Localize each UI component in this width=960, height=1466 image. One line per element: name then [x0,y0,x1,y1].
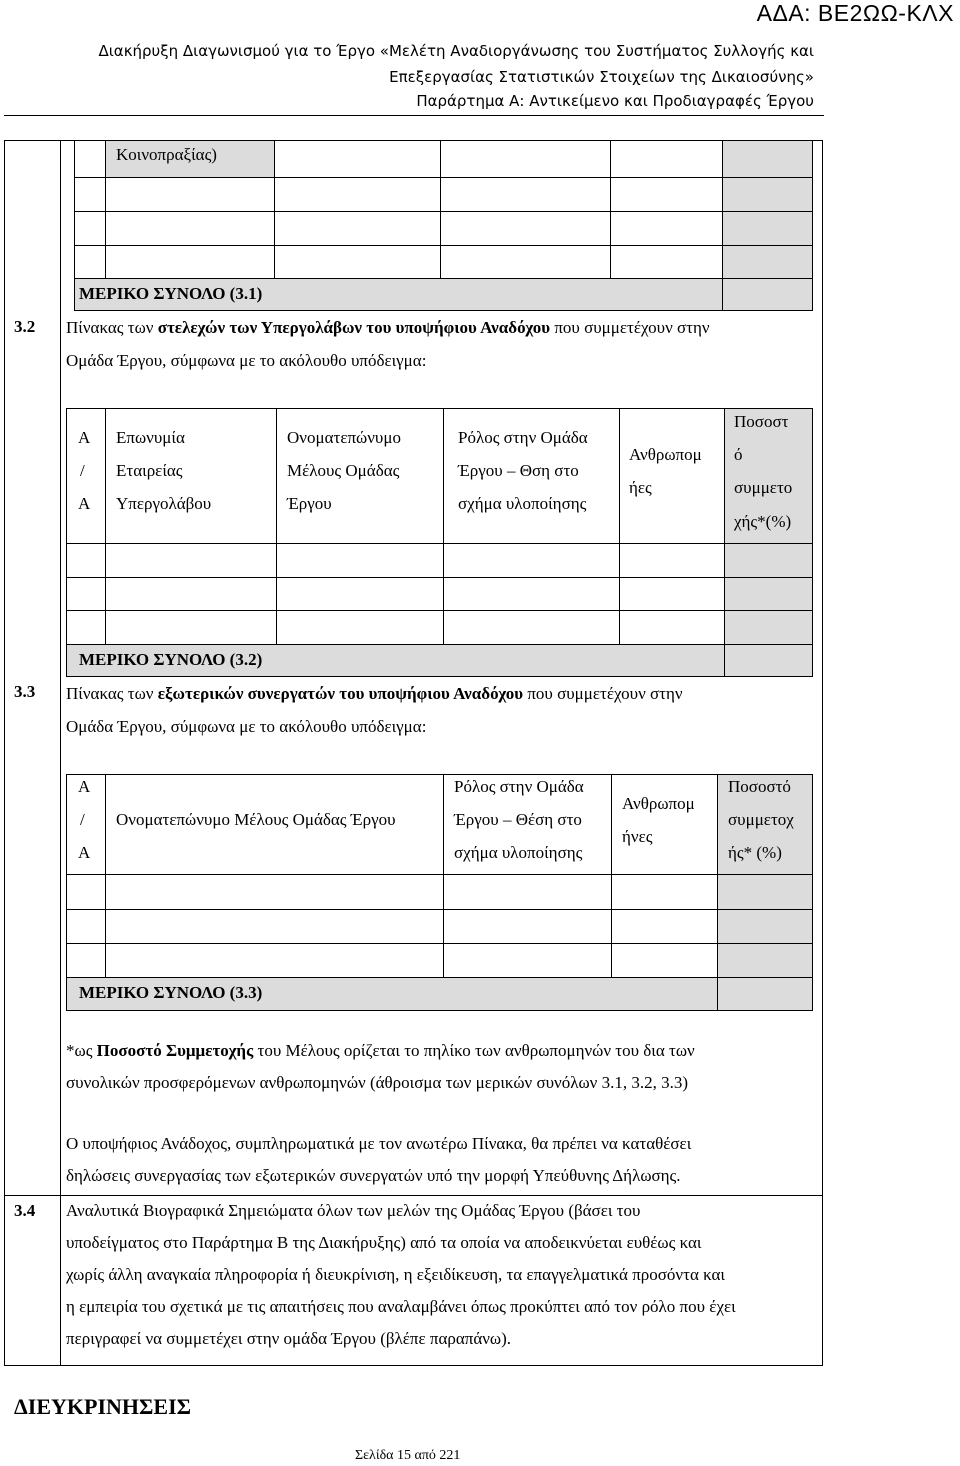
footnote-text: *ως [66,1041,97,1060]
subtotal-value-cell [722,278,813,311]
header-company-line1: Επωνυμία [116,428,185,447]
table-cell [440,177,611,212]
table-cell [443,610,620,645]
footnote [66,1035,813,1099]
section-number-3-2: 3.2 [14,317,36,336]
header-percent-line3: ής* (%) [728,843,782,862]
header-percent-line4: χής*(%) [734,512,792,531]
clarifications-heading: ΔΙΕΥΚΡΙΝΗΣΕΙΣ [14,1394,192,1419]
header-title-line1: Διακήρυξη Διαγωνισμού για το Έργο «Μελέτη Αναδιοργάνωσης του Συστήματος Συλλογής και [98,42,814,60]
table-cell [717,909,813,944]
table-cell [274,211,441,246]
intro-text: Πίνακας των [66,318,158,337]
section-number-3-3: 3.3 [14,682,36,701]
subtotal-value-cell [717,977,813,1011]
header-role-line1: Ρόλος στην Ομάδα [458,428,588,447]
table-cell [276,610,444,645]
table-cell [66,543,106,578]
continued-cell-text: Κοινοπραξίας) [116,145,217,164]
table-cell [105,543,277,578]
table-cell [443,577,620,611]
table-cell [105,610,277,645]
header-role-line3: σχήμα υλοποίησης [458,494,587,513]
table-cell [443,874,612,910]
header-aa-line2: / [80,810,85,829]
intro-text: που συμμετέχουν στην [523,684,683,703]
table-cell [610,245,723,279]
section-3-2-intro-line2: Ομάδα Έργου, σύμφωνα με το ακόλουθο υπόδειγμα: [66,351,427,370]
header-rule [4,115,824,116]
table-cell [440,140,611,178]
table-cell [440,211,611,246]
table-cell [610,177,723,212]
header-percent-line1: Ποσοστό [728,777,791,796]
table-cell [105,177,275,212]
section-3-4-line: Αναλυτικά Βιογραφικά Σημειώματα όλων των μελών της Ομάδας Έργου (βάσει του [66,1201,641,1220]
header-role-line1: Ρόλος στην Ομάδα [454,777,584,796]
section-3-4-line: υποδείγματος στο Παράρτημα Β της Διακήρυξης) από τα οποία να αποδεικνύεται ευθέως και [66,1233,702,1252]
table-cell [722,245,813,279]
table-cell [610,211,723,246]
footnote-line2: συνολικών προσφερόμενων ανθρωπομηνών (άθροισμα των μερικών συνόλων 3.1, 3.2, 3.3) [66,1073,689,1092]
header-aa-line1: Α [78,777,91,796]
section-3-4-text [66,1195,813,1355]
footnote-text: του Μέλους ορίζεται το πηλίκο των ανθρωπομηνών του δια των [253,1041,695,1060]
table-cell [274,177,441,212]
header-role-line2: Έργου – Θέση στο [454,810,582,829]
header-percent-line2: ό [734,445,743,464]
header-manmonths-line2: ήνες [622,827,653,846]
page-number: Σελίδα 15 από 221 [355,1448,461,1463]
header-member-line3: Έργου [287,494,332,513]
header-member-line1: Ονοματεπώνυμο [287,428,401,447]
header-manmonths-line1: Ανθρωπομ [622,794,695,813]
table-cell [105,874,444,910]
table-cell [276,577,444,611]
subtotal-3-2-label: ΜΕΡΙΚΟ ΣΥΝΟΛΟ (3.2) [79,650,263,669]
header-manmonths-line1: Ανθρωπομ [629,445,702,464]
header-title-line2: Επεξεργασίας Στατιστικών Στοιχείων της Δικαιοσύνης» [389,68,814,86]
table-cell [611,943,718,978]
table-cell [610,140,723,178]
header-aa-line3: Α [78,843,91,862]
header-annex-title: Παράρτημα Α: Αντικείμενο και Προδιαγραφές Έργου [416,92,814,110]
table-cell [74,177,106,212]
intro-bold-text: εξωτερικών συνεργατών του υποψήφιου Αναδόχου [157,684,524,703]
table-cell [443,543,620,578]
table-cell [74,245,106,279]
note-line1: Ο υποψήφιος Ανάδοχος, συμπληρωματικά με τον ανωτέρω Πίνακα, θα πρέπει να καταθέσει [66,1134,692,1153]
table-cell [611,874,718,910]
header-member-line2: Μέλους Ομάδας [287,461,400,480]
intro-text: που συμμετέχουν στην [550,318,710,337]
header-company-line3: Υπεργολάβου [116,494,212,513]
table-cell [274,140,441,178]
header-aa-line2: / [80,461,85,480]
table-cell [443,943,612,978]
table-cell [66,909,106,944]
table-cell [619,543,725,578]
subtotal-3-1-label: ΜΕΡΙΚΟ ΣΥΝΟΛΟ (3.1) [79,284,263,303]
note-line2: δηλώσεις συνεργασίας των εξωτερικών συνεργατών υπό την μορφή Υπεύθυνης Δήλωσης. [66,1166,681,1185]
intro-bold-text: στελεχών των Υπεργολάβων του υποψήφιου Αναδόχου [157,318,551,337]
subtotal-3-3-label: ΜΕΡΙΚΟ ΣΥΝΟΛΟ (3.3) [79,983,263,1002]
table-cell [724,543,813,578]
table-cell [722,140,813,178]
number-column-divider [60,140,61,1366]
table-cell [611,909,718,944]
table-cell [443,909,612,944]
header-role-line3: σχήμα υλοποίησης [454,843,583,862]
table-cell [724,577,813,611]
footnote-line1 [66,1035,813,1067]
table-cell [724,610,813,645]
header-percent-line1: Ποσοστ [734,412,789,431]
table-cell [105,943,444,978]
header-member: Ονοματεπώνυμο Μέλους Ομάδας Έργου [116,810,396,829]
table-cell [74,211,106,246]
section-3-4-line: χωρίς άλλη αναγκαία πληροφορία ή διευκρίνιση, η εξειδίκευση, τα επαγγελματικά προσόντα και [66,1265,726,1284]
table-cell [66,577,106,611]
table-cell [105,909,444,944]
table-cell [722,177,813,212]
header-percent-line2: συμμετοχ [728,810,794,829]
header-aa-line1: Α [78,428,91,447]
section-3-4-line: η εμπειρία του σχετικά με τις απαιτήσεις που αναλαμβάνει όπως προκύπτει από τον ρόλο που έχει [66,1297,736,1316]
section-3-2-intro [66,311,710,344]
header-role-line2: Έργου – Θση στο [458,461,579,480]
section-number-3-4: 3.4 [14,1201,36,1220]
section-3-4-line: περιγραφεί να συμμετέχει στην ομάδα Έργου (βλέπε παραπάνω). [66,1329,512,1348]
table-cell [66,874,106,910]
table-cell [105,211,275,246]
header-company-line2: Εταιρείας [116,461,183,480]
table-cell [276,543,444,578]
subtotal-value-cell [724,644,813,677]
intro-text: Πίνακας των [66,684,158,703]
table-cell [74,140,106,178]
header-aa-line3: Α [78,494,91,513]
table-cell [619,577,725,611]
table-cell [717,943,813,978]
section-3-3-intro [66,677,683,710]
table-cell [274,245,441,279]
table-cell [105,577,277,611]
table-cell [105,245,275,279]
section-3-3-intro-line2: Ομάδα Έργου, σύμφωνα με το ακόλουθο υπόδειγμα: [66,717,427,736]
table-cell [66,610,106,645]
table-cell [717,874,813,910]
header-percent-line3: συμμετο [734,478,793,497]
header-manmonths-line2: ήες [629,478,652,497]
table-cell [440,245,611,279]
ada-code: ΑΔΑ: ΒΕ2ΩΩ-ΚΛΧ [756,0,954,26]
table-cell [619,610,725,645]
declaration-note [66,1128,813,1192]
table-cell [722,211,813,246]
footnote-bold-text: Ποσοστό Συμμετοχής [96,1041,254,1060]
table-cell [66,943,106,978]
